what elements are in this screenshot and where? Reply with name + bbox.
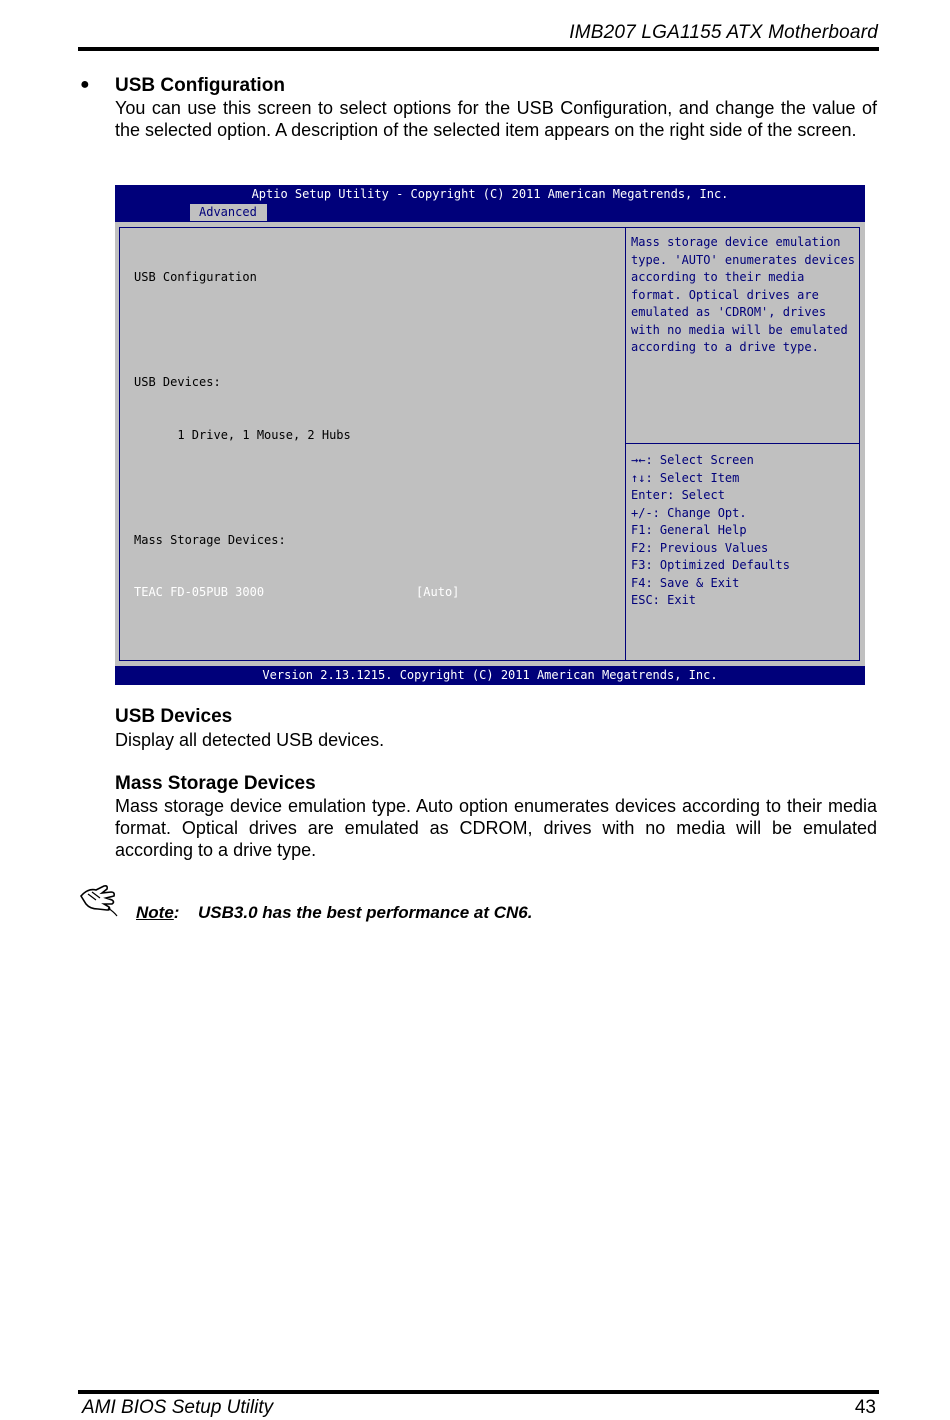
bios-menu-line [134,322,459,340]
usb-devices-title: USB Devices [115,706,233,727]
bios-key-item: Enter: Select [631,488,725,502]
bios-key-item: +/-: Change Opt. [631,505,747,520]
bios-tab-advanced: Advanced [190,204,267,221]
bios-key-legend [631,452,857,610]
section-title: USB Configuration [115,75,285,96]
bios-key-item: F1: General Help [631,523,747,537]
bios-key-item: F4: Save & Exit [631,575,740,590]
bios-menu-line [134,479,459,497]
bios-menu-line: Mass Storage Devices: [134,532,286,547]
bios-key-item: ↑↓: Select Item [631,470,740,485]
bios-menu-line: USB Devices: [134,375,221,389]
note-text: USB3.0 has the best performance at CN6. [198,903,533,922]
bios-selected-item [134,584,459,602]
bios-title-bar [115,185,865,222]
bios-key-item: ESC: Exit [631,593,697,607]
bios-key-item: F3: Optimized Defaults [631,558,790,572]
note-hand-icon [78,882,120,918]
usb-devices-description: Display all detected USB devices. [115,730,385,750]
bios-menu-line: USB Configuration [134,270,257,284]
mass-storage-title: Mass Storage Devices [115,773,316,794]
bios-menu-panel [134,234,459,637]
section-description: You can use this screen to select options for the USB Configuration, and change the value of the selected option. A description of the selected item appears on the right side of the screen. [115,98,877,140]
bios-selected-device: TEAC FD-05PUB 3000 [134,585,265,599]
bios-menu-line: 1 Drive, 1 Mouse, 2 Hubs [134,427,351,442]
note-label: Note: [136,903,180,922]
footer-rule [78,1390,879,1394]
mass-storage-description: Mass storage device emulation type. Auto option enumerates devices according to their media format. Optical drives are emulated as CDROM, drives with no media will be emulated according to a drive type. [115,796,877,860]
header-rule [78,47,879,51]
header-title: IMB207 LGA1155 ATX Motherboard [569,22,878,43]
bios-copyright: Aptio Setup Utility - Copyright (C) 2011 American Megatrends, Inc. [251,187,729,201]
footer-title: AMI BIOS Setup Utility [82,1397,274,1418]
bios-screenshot [115,185,865,685]
bios-key-item: →←: Select Screen [631,453,754,467]
bios-divider-vertical [625,227,626,661]
bullet-icon: ● [80,76,90,93]
bios-divider-horizontal [625,443,860,444]
bios-selected-value: [Auto] [416,585,460,599]
bios-key-item: F2: Previous Values [631,540,769,555]
bios-help-text: Mass storage device emulation type. 'AUTO' enumerates devices according to their media format. Optical drives are emulated as 'CDROM', drives with no media will be emulated according to a drive type. [631,235,855,354]
bios-version-bar: Version 2.13.1215. Copyright (C) 2011 American Megatrends, Inc. [115,666,865,685]
page-number: 43 [854,1397,876,1418]
